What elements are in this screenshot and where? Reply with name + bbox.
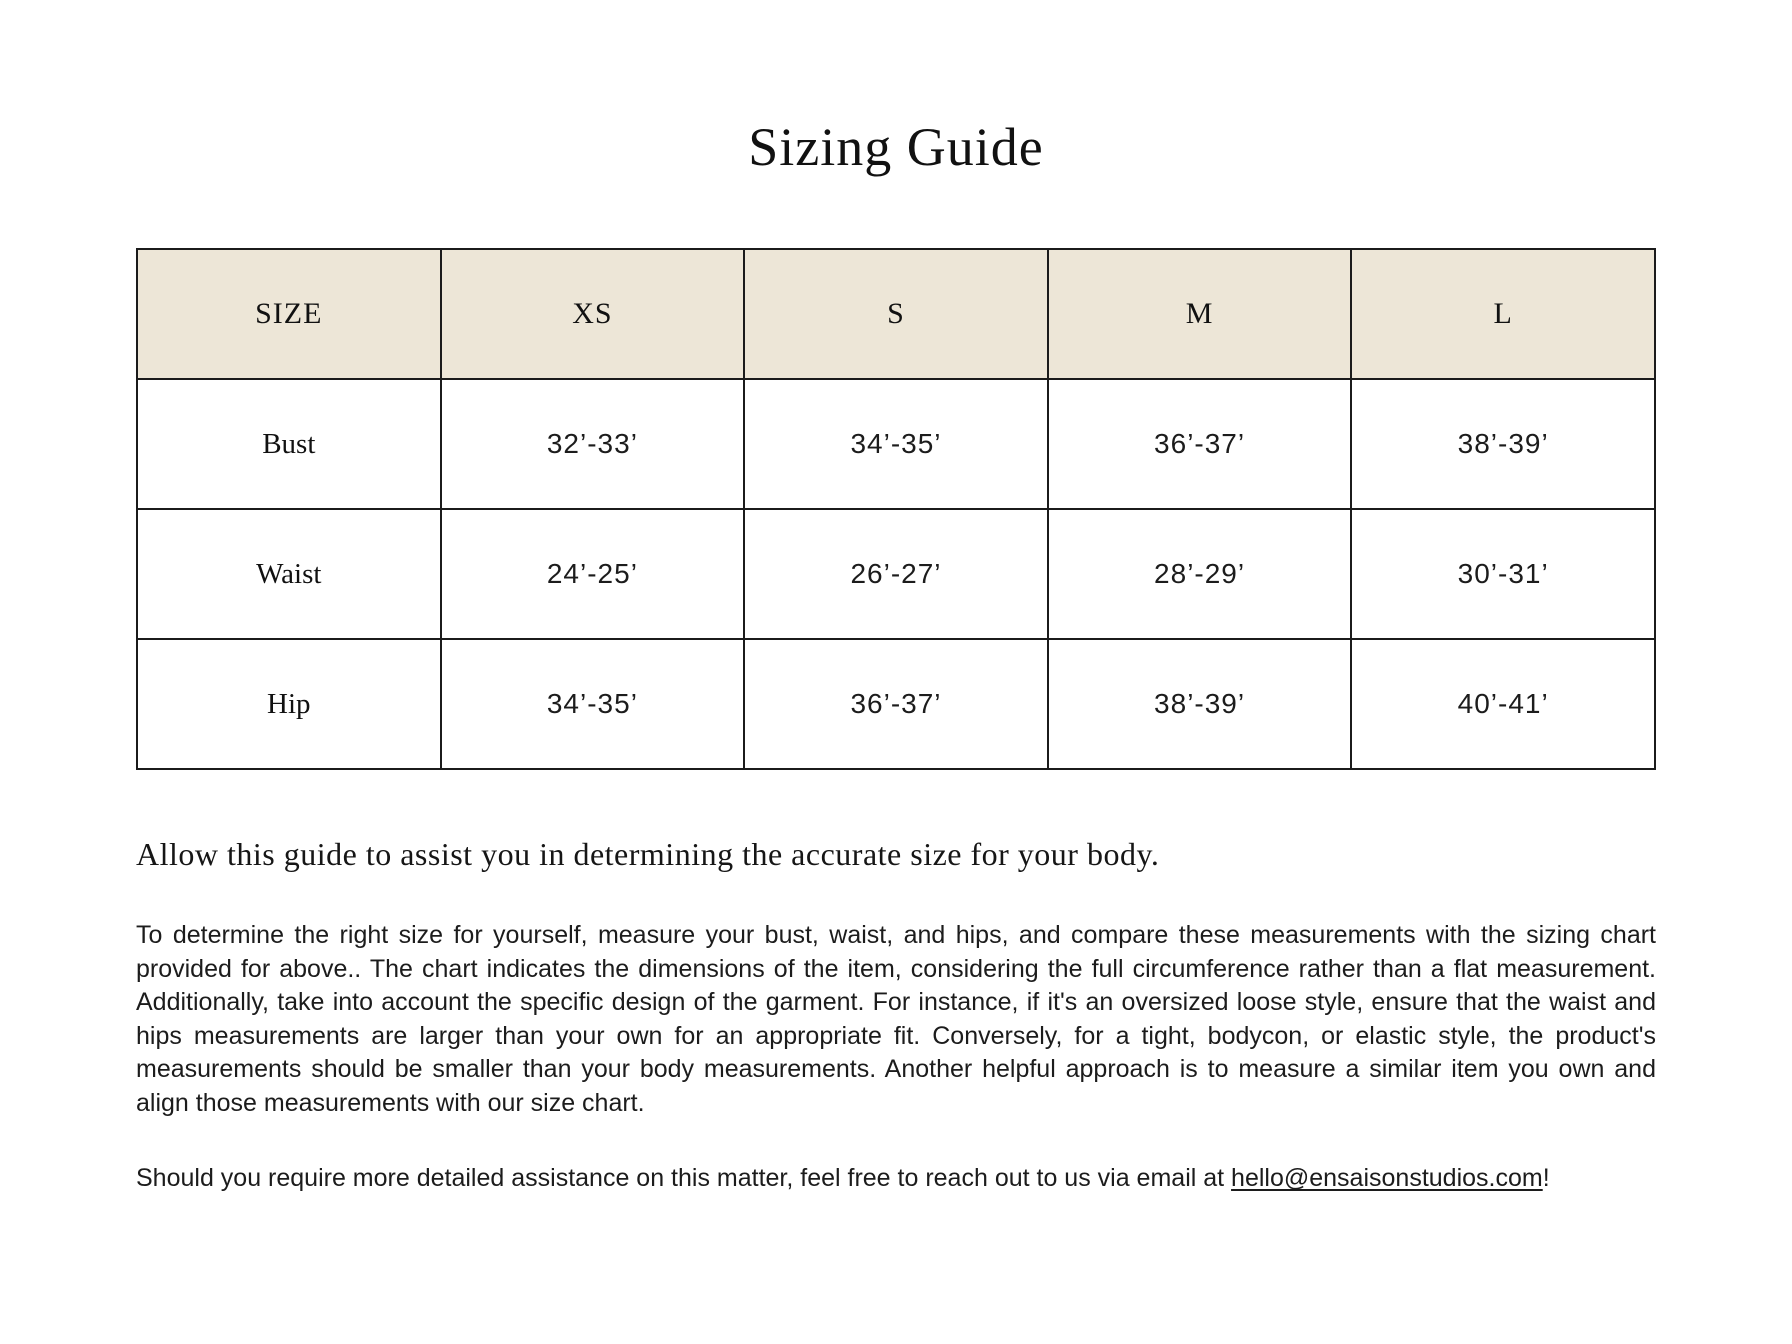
bust-m-value: 36’-37’ (1048, 379, 1352, 509)
column-header-size: SIZE (137, 249, 441, 379)
waist-s-value: 26’-27’ (744, 509, 1048, 639)
sizing-guide-page (0, 116, 1792, 1344)
contact-text-suffix: ! (1542, 1164, 1550, 1192)
bust-xs-value: 32’-33’ (441, 379, 745, 509)
row-label-bust: Bust (137, 379, 441, 509)
sizing-table (136, 248, 1656, 770)
row-label-hip: Hip (137, 639, 441, 769)
sizing-table-body (137, 379, 1655, 769)
bust-l-value: 38’-39’ (1351, 379, 1655, 509)
row-label-waist: Waist (137, 509, 441, 639)
table-row (137, 639, 1655, 769)
column-header-xs: XS (441, 249, 745, 379)
hip-m-value: 38’-39’ (1048, 639, 1352, 769)
sizing-table-header (137, 249, 1655, 379)
column-header-l: L (1351, 249, 1655, 379)
contact-text-prefix: Should you require more detailed assistance on this matter, feel free to reach out to us via email at (136, 1164, 1232, 1192)
bust-s-value: 34’-35’ (744, 379, 1048, 509)
guide-subheading: Allow this guide to assist you in determining the accurate size for your body. (136, 836, 1160, 872)
table-row (137, 509, 1655, 639)
sizing-instructions-paragraph: To determine the right size for yourself, measure your bust, waist, and hips, and compare these measurements with the sizing chart provided for above.. The chart indicates the dimensions of the item, considering the full circumference rather than a flat measurement. Additionally, take into account the specific design of the garment. For instance, if it's an oversized loose style, ensure that the waist and hips measurements are larger than your own for an appropriate fit. Conversely, for a tight, bodycon, or elastic style, the product's measurements should be smaller than your body measurements. Another helpful approach is to measure a similar item you own and align those measurements with our size chart. (136, 921, 1656, 1117)
page-title: Sizing Guide (748, 117, 1044, 177)
table-header-row (137, 249, 1655, 379)
contact-line (136, 1162, 1656, 1196)
hip-xs-value: 34’-35’ (441, 639, 745, 769)
column-header-m: M (1048, 249, 1352, 379)
hip-l-value: 40’-41’ (1351, 639, 1655, 769)
waist-m-value: 28’-29’ (1048, 509, 1352, 639)
waist-xs-value: 24’-25’ (441, 509, 745, 639)
table-row (137, 379, 1655, 509)
column-header-s: S (744, 249, 1048, 379)
hip-s-value: 36’-37’ (744, 639, 1048, 769)
waist-l-value: 30’-31’ (1351, 509, 1655, 639)
contact-email-link[interactable]: hello@ensaisonstudios.com (1231, 1164, 1543, 1192)
